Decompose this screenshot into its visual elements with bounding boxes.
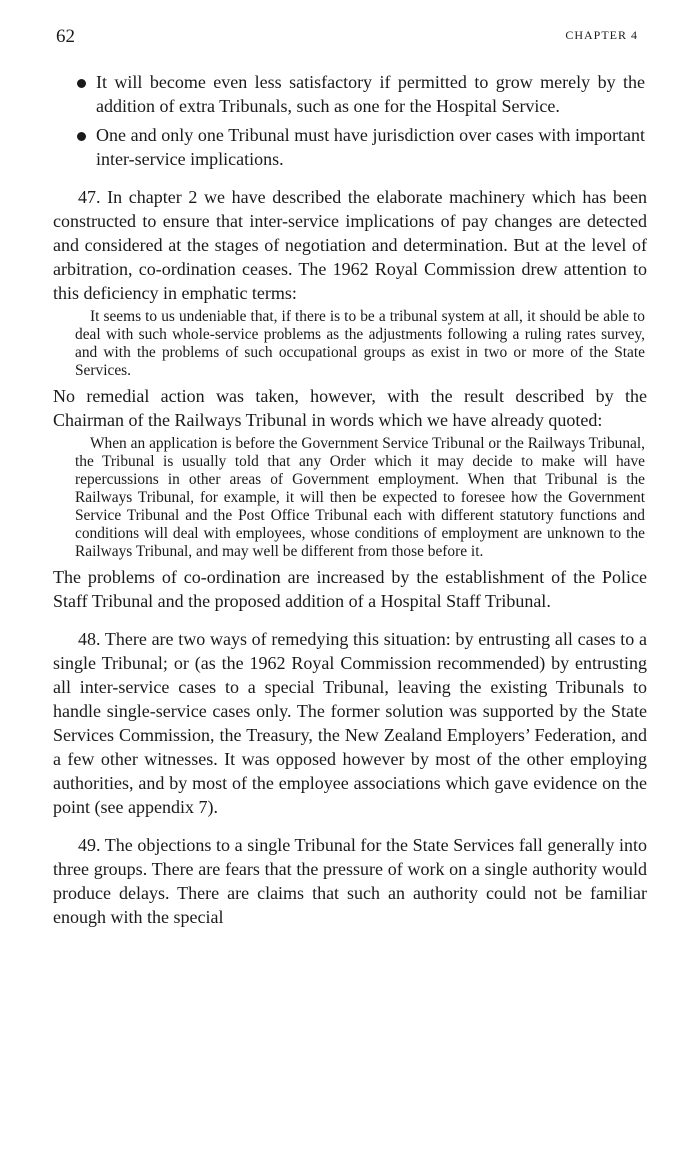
quotation-royal-commission: It seems to us undeniable that, if there is to be a tribunal system at all, it should be able to deal with such whole-service problems as the adjustments following a ruling rates survey, and with the problems of such occupational groups as exist in two or more of the State Services. bbox=[75, 308, 645, 379]
page-header bbox=[56, 26, 644, 50]
paragraph-47-conclusion: The problems of co-ordination are increased by the establishment of the Police Staff Tribunal and the proposed addition of a Hospital Staff Tribunal. bbox=[53, 567, 647, 611]
bullet-list bbox=[53, 70, 647, 171]
bullet-text: It will become even less satisfactory if permitted to grow merely by the addition of extra Tribunals, such as one for the Hospital Service. bbox=[96, 72, 645, 116]
bullet-dot-icon bbox=[77, 79, 86, 88]
bullet-item bbox=[53, 123, 647, 171]
bullet-dot-icon bbox=[77, 132, 86, 141]
quotation-railways-tribunal: When an application is before the Government Service Tribunal or the Railways Tribunal, the Tribunal is usually told that any Order which it may decide to make will have repercussions in other areas of Government employment. When that Tribunal is the Railways Tribunal, for example, it will then be expected to foresee how the Government Service Tribunal and the Post Office Tribunal each with different statutory functions and conditions will deal with employees, whose conditions of employment are unknown to the Railways Tribunal, and may well be different from those before it. bbox=[75, 435, 645, 560]
body-text bbox=[53, 70, 647, 929]
paragraph-47: 47. In chapter 2 we have described the elaborate machinery which has been constructed to ensure that inter-service implications of pay changes are detected and considered at the stages of negotiation and determination. But at the level of arbitration, co-ordination ceases. The 1962 Royal Commission drew attention to this deficiency in emphatic terms: bbox=[53, 187, 647, 303]
paragraph-49: 49. The objections to a single Tribunal for the State Services fall generally into three groups. There are fears that the pressure of work on a single authority would produce delays. There are claims that such an authority could not be familiar enough with the special bbox=[53, 835, 647, 927]
chapter-heading: CHAPTER 4 bbox=[565, 28, 638, 42]
paragraph-48: 48. There are two ways of remedying this situation: by entrusting all cases to a single Tribunal; or (as the 1962 Royal Commission recommended) by entrusting all inter-service cases to a special Tribunal, leaving the existing Tribunals to handle single-service cases only. The former solution was supported by the State Services Commission, the Treasury, the New Zealand Employers’ Federation, and a few other witnesses. It was opposed however by most of the other employing authorities, and by most of the employee associations which gave evidence on the point (see appendix 7). bbox=[53, 629, 647, 817]
bullet-text: One and only one Tribunal must have jurisdiction over cases with important inter-service implications. bbox=[96, 125, 645, 169]
page-number: 62 bbox=[56, 26, 75, 47]
paragraph-47-continued: No remedial action was taken, however, with the result described by the Chairman of the Railways Tribunal in words which we have already quoted: bbox=[53, 386, 647, 430]
bullet-item bbox=[53, 70, 647, 118]
